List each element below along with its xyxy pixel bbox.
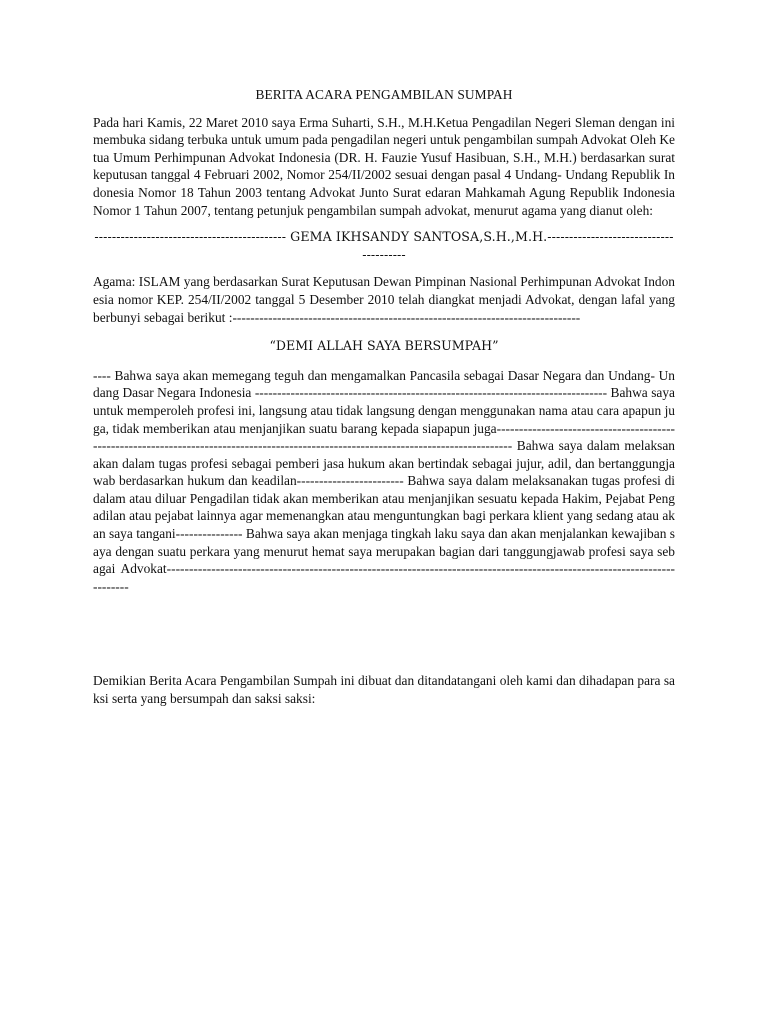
document-title: BERITA ACARA PENGAMBILAN SUMPAH [255, 87, 513, 102]
religion-paragraph: Agama: ISLAM yang berdasarkan Surat Keputusan Dewan Pimpinan Nasional Perhimpunan Advokat Indonesia nomor KEP. 254/II/2002 tanggal 5 Desember 2010 telah diangkat menjadi Advokat, dengan lafal yang berbunyi sebagai berikut :------------------------------------------------------------------------------ [93, 274, 676, 325]
document-page [93, 86, 675, 708]
opening-paragraph: Pada hari Kamis, 22 Maret 2010 saya Erma Suharti, S.H., M.H.Ketua Pengadilan Negeri Sleman dengan ini membuka sidang terbuka untuk umum pada pengadilan negeri untuk pengambilan sumpah Advokat Oleh Ketua Umum Perhimpunan Advokat Indonesia (DR. H. Fauzie Yusuf Hasibuan, S.H., M.H.) berdasarkan surat keputusan tanggal 4 Februari 2002, Nomor 254/II/2002 sesuai dengan pasal 4 Undang- Undang Republik Indonesia Nomor 18 Tahun 2003 tentang Advokat Junto Surat edaran Mahkamah Agung Republik Indonesia Nomor 1 Tahun 2007, tentang petunjuk pengambilan sumpah advokat, menurut agama yang dianut oleh: [93, 114, 675, 218]
oath-paragraph: ---- Bahwa saya akan memegang teguh dan mengamalkan Pancasila sebagai Dasar Negara dan Undang- Undang Dasar Negara Indonesia ------------------------------------------------------------------------------- Bahwa saya untuk memperoleh profesi ini, langsung atau tidak langsung dengan menggunakan nama atau cara apapun juga, tidak memberikan atau menjanjikan suatu barang kepada siapapun juga-------------------------------------------------------------------------------------------------------------------------------------- Bahwa saya dalam melaksanakan dalam tugas profesi sebagai pemberi jasa hukum akan bertindak sebagai jujur, adil, dan bertanggungjawab berdasarkan hukum dan keadilan------------------------ Bahwa saya dalam melaksanakan tugas profesi didalam atau diluar Pengadilan tidak akan memberikan atau menjanjikan sesuatu kepada Hakim, Pejabat Pengadilan atau pejabat lainnya agar memenangkan atau menguntungkan bagi perkara klient yang sedang atau akan saya tangani--------------- Bahwa saya akan menjaga tingkah laku saya dan akan menjalankan kewajiban saya dengan suatu perkara yang menurut hemat saya merupakan bagian dari tanggungjawab profesi saya sebagai Advokat-------------------------------------------------------------------------------------------------------------------------- [93, 367, 675, 594]
closing-paragraph: Demikian Berita Acara Pengambilan Sumpah ini dibuat dan ditandatangani oleh kami dan dihadapan para saksi serta yang bersumpah dan saksi saksi: [93, 673, 675, 707]
oath-taker-name-line: -------------------------------------------- GEMA IKHSANDY SANTOSA,S.H.,M.H.--------------------------------------- [94, 229, 674, 262]
oath-heading: “DEMI ALLAH SAYA BERSUMPAH” [269, 338, 499, 354]
